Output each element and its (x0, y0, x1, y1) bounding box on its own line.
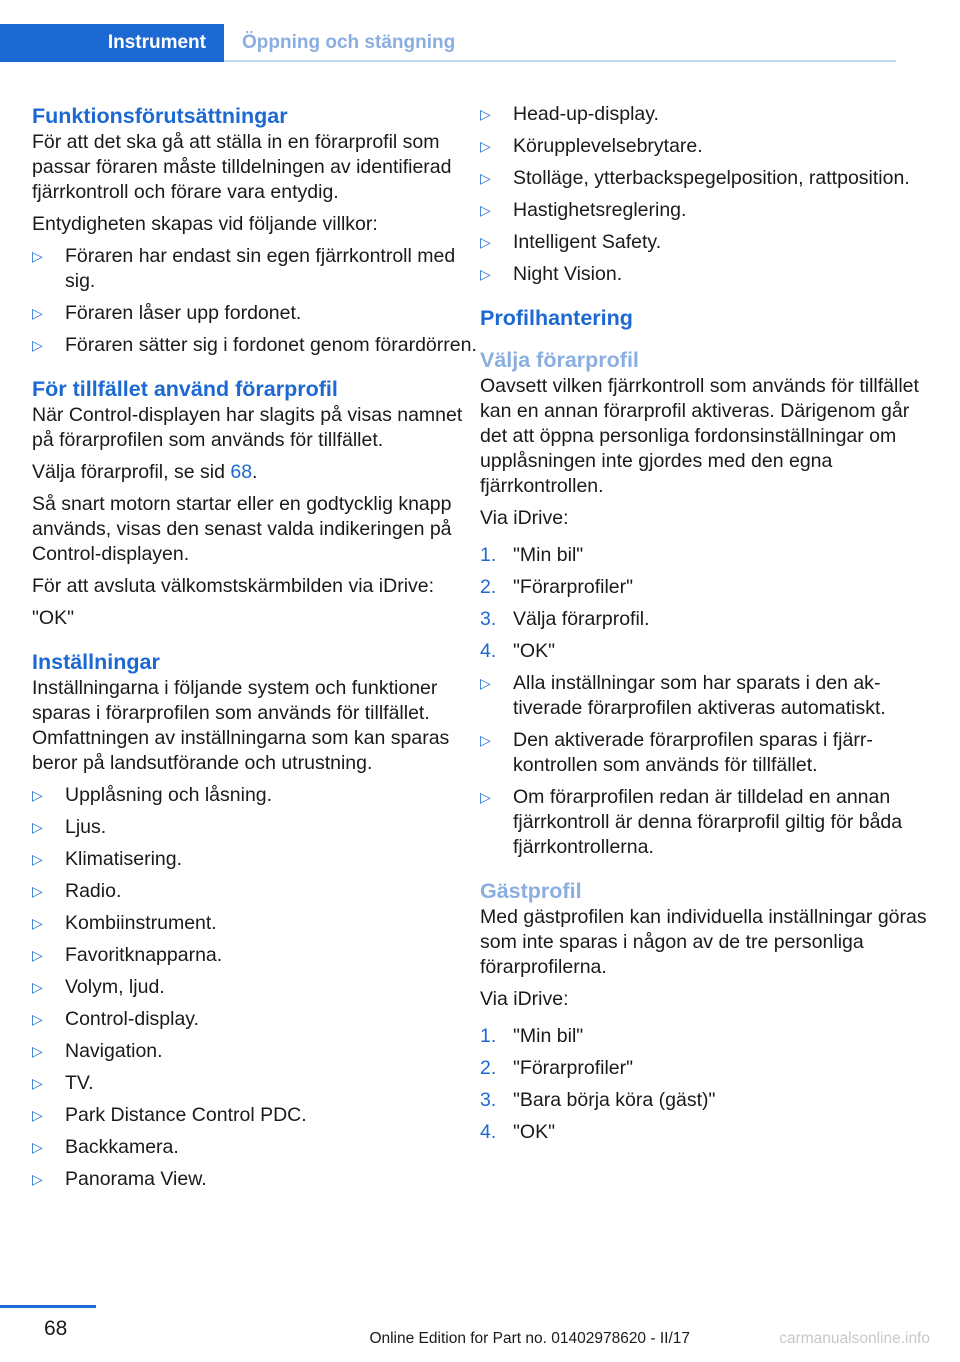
heading-gastprofil: Gästprofil (480, 879, 582, 903)
triangle-bullet-icon: ▷ (32, 337, 43, 353)
profile-notes-list (480, 671, 928, 860)
list-item: ▷ Panorama View. (32, 1168, 207, 1190)
list-item: ▷ Kombiinstrument. (32, 912, 217, 934)
triangle-bullet-icon: ▷ (32, 1107, 43, 1123)
triangle-bullet-icon: ▷ (480, 202, 491, 218)
paragraph: Välja förarprofil, se sid 68. (32, 461, 258, 483)
list-item: ▷ Alla inställningar som har sparats i den aktiverade förarprofilen aktiveras automatiskt. (480, 672, 886, 719)
paragraph: Inställningarna i följande system och funktioner sparas i förarprofilen som används för tillfället. Omfattningen av inställningarna som kan sparas beror på landsutförande och utrustning. (32, 677, 450, 774)
paragraph: För att avsluta välkomstskärmbilden via iDrive: (32, 575, 435, 597)
list-item: ▷ Navigation. (32, 1040, 163, 1062)
triangle-bullet-icon: ▷ (480, 138, 491, 154)
paragraph: Oavsett vilken fjärrkontroll som används för tillfället kan en annan förarprofil aktiveras. Därigenom går det att öppna personliga fordonsinställningar om upplåsningen inte gjordes med den egna fjärrkontrollen. (480, 375, 919, 497)
list-item: ▷ Hastighetsreglering. (480, 199, 687, 221)
list-item: ▷ Park Distance Control PDC. (32, 1104, 307, 1126)
triangle-bullet-icon: ▷ (32, 248, 43, 264)
triangle-bullet-icon: ▷ (480, 106, 491, 122)
heading-valja-forarprofil: Välja förarprofil (480, 348, 639, 372)
triangle-bullet-icon: ▷ (32, 1075, 43, 1091)
list-item: ▷ Volym, ljud. (32, 976, 165, 998)
list-item: ▷ Radio. (32, 880, 122, 902)
triangle-bullet-icon: ▷ (32, 915, 43, 931)
list-item: ▷ Om förarprofilen redan är tilldelad en annan fjärrkontroll är denna förarprofil giltig för båda fjärrkontrollerna. (480, 786, 903, 858)
condition-list (32, 244, 480, 358)
triangle-bullet-icon: ▷ (32, 787, 43, 803)
footer-divider (0, 1305, 96, 1308)
triangle-bullet-icon: ▷ (480, 170, 491, 186)
page-number: 68 (44, 1317, 68, 1340)
triangle-bullet-icon: ▷ (480, 266, 491, 282)
step-item: 4. "OK" (480, 640, 556, 662)
triangle-bullet-icon: ▷ (32, 979, 43, 995)
list-item: ▷ TV. (32, 1072, 94, 1094)
step-item: 2. "Förarprofiler" (480, 576, 634, 598)
list-item: ▷ Klimatisering. (32, 848, 183, 870)
list-item: ▷ Den aktiverade förarprofilen sparas i fjärrkontrollen som används för tillfället. (480, 729, 873, 776)
list-item: ▷ Stolläge, ytterbackspegelposition, rattposition. (480, 167, 910, 189)
heading-installningar: Inställningar (32, 650, 160, 674)
paragraph: Via iDrive: (480, 507, 569, 529)
paragraph: Så snart motorn startar eller en godtycklig knapp används, visas den senast valda indikeringen på Control-displayen. (32, 493, 452, 565)
page-header (0, 0, 960, 64)
triangle-bullet-icon: ▷ (480, 675, 491, 691)
list-item: ▷ Backkamera. (32, 1136, 179, 1158)
paragraph: Med gästprofilen kan individuella inställningar göras som inte sparas i någon av de tre personliga förarprofilerna. (480, 906, 927, 978)
watermark: carmanualsonline.info (779, 1330, 930, 1347)
tab-oppning-och-stangning[interactable]: Öppning och stängning (242, 32, 456, 53)
triangle-bullet-icon: ▷ (32, 1011, 43, 1027)
list-item: ▷ Night Vision. (480, 263, 623, 285)
triangle-bullet-icon: ▷ (480, 234, 491, 250)
paragraph: När Control-displayen har slagits på visas namnet på förarprofilen som används för tillfället. (32, 404, 463, 451)
settings-list (32, 783, 480, 1192)
triangle-bullet-icon: ▷ (32, 1139, 43, 1155)
list-item: ▷ Föraren låser upp fordonet. (32, 302, 302, 324)
guest-steps-list (480, 1024, 928, 1145)
triangle-bullet-icon: ▷ (32, 851, 43, 867)
triangle-bullet-icon: ▷ (32, 883, 43, 899)
list-item: ▷ Föraren har endast sin egen fjärrkontroll med sig. (32, 245, 456, 292)
step-item: 3. Välja förarprofil. (480, 608, 650, 630)
heading-for-tillfallet: För tillfället använd förarprofil (32, 377, 338, 401)
left-column (32, 102, 480, 1199)
header-divider (224, 60, 896, 62)
triangle-bullet-icon: ▷ (32, 947, 43, 963)
list-item: ▷ Intelligent Safety. (480, 231, 662, 253)
triangle-bullet-icon: ▷ (32, 819, 43, 835)
step-item: 4. "OK" (480, 1121, 556, 1143)
list-item: ▷ Föraren sätter sig i fordonet genom förardörren. (32, 334, 477, 356)
triangle-bullet-icon: ▷ (32, 1043, 43, 1059)
edition-note: Online Edition for Part no. 01402978620 - II/17 (369, 1330, 690, 1347)
step-item: 2. "Förarprofiler" (480, 1057, 634, 1079)
step-item: 1. "Min bil" (480, 544, 584, 566)
triangle-bullet-icon: ▷ (32, 1171, 43, 1187)
heading-funktionsforutsattningar: Funktionsförutsättningar (32, 104, 288, 128)
paragraph: Via iDrive: (480, 988, 569, 1010)
list-item: ▷ Ljus. (32, 816, 107, 838)
list-item: ▷ Favoritknapparna. (32, 944, 223, 966)
page-link[interactable]: 68 (230, 461, 253, 483)
heading-profilhantering: Profilhantering (480, 306, 633, 330)
list-item: ▷ Head-up-display. (480, 103, 659, 125)
list-item: ▷ Control-display. (32, 1008, 200, 1030)
tab-instrument[interactable]: Instrument (0, 24, 224, 62)
step-item: 3. "Bara börja köra (gäst)" (480, 1089, 716, 1111)
triangle-bullet-icon: ▷ (32, 305, 43, 321)
paragraph: "OK" (32, 607, 75, 629)
paragraph: Entydigheten skapas vid följande villkor: (32, 213, 378, 235)
triangle-bullet-icon: ▷ (480, 789, 491, 805)
steps-list (480, 543, 928, 664)
right-column (480, 102, 928, 1152)
list-item: ▷ Körupplevelsebrytare. (480, 135, 703, 157)
paragraph: För att det ska gå att ställa in en förarprofil som passar föraren måste tilldelningen av identifierad fjärrkontroll och förare vara entydig. (32, 131, 452, 203)
settings-list-continued (480, 102, 928, 287)
list-item: ▷ Upplåsning och låsning. (32, 784, 273, 806)
step-item: 1. "Min bil" (480, 1025, 584, 1047)
triangle-bullet-icon: ▷ (480, 732, 491, 748)
